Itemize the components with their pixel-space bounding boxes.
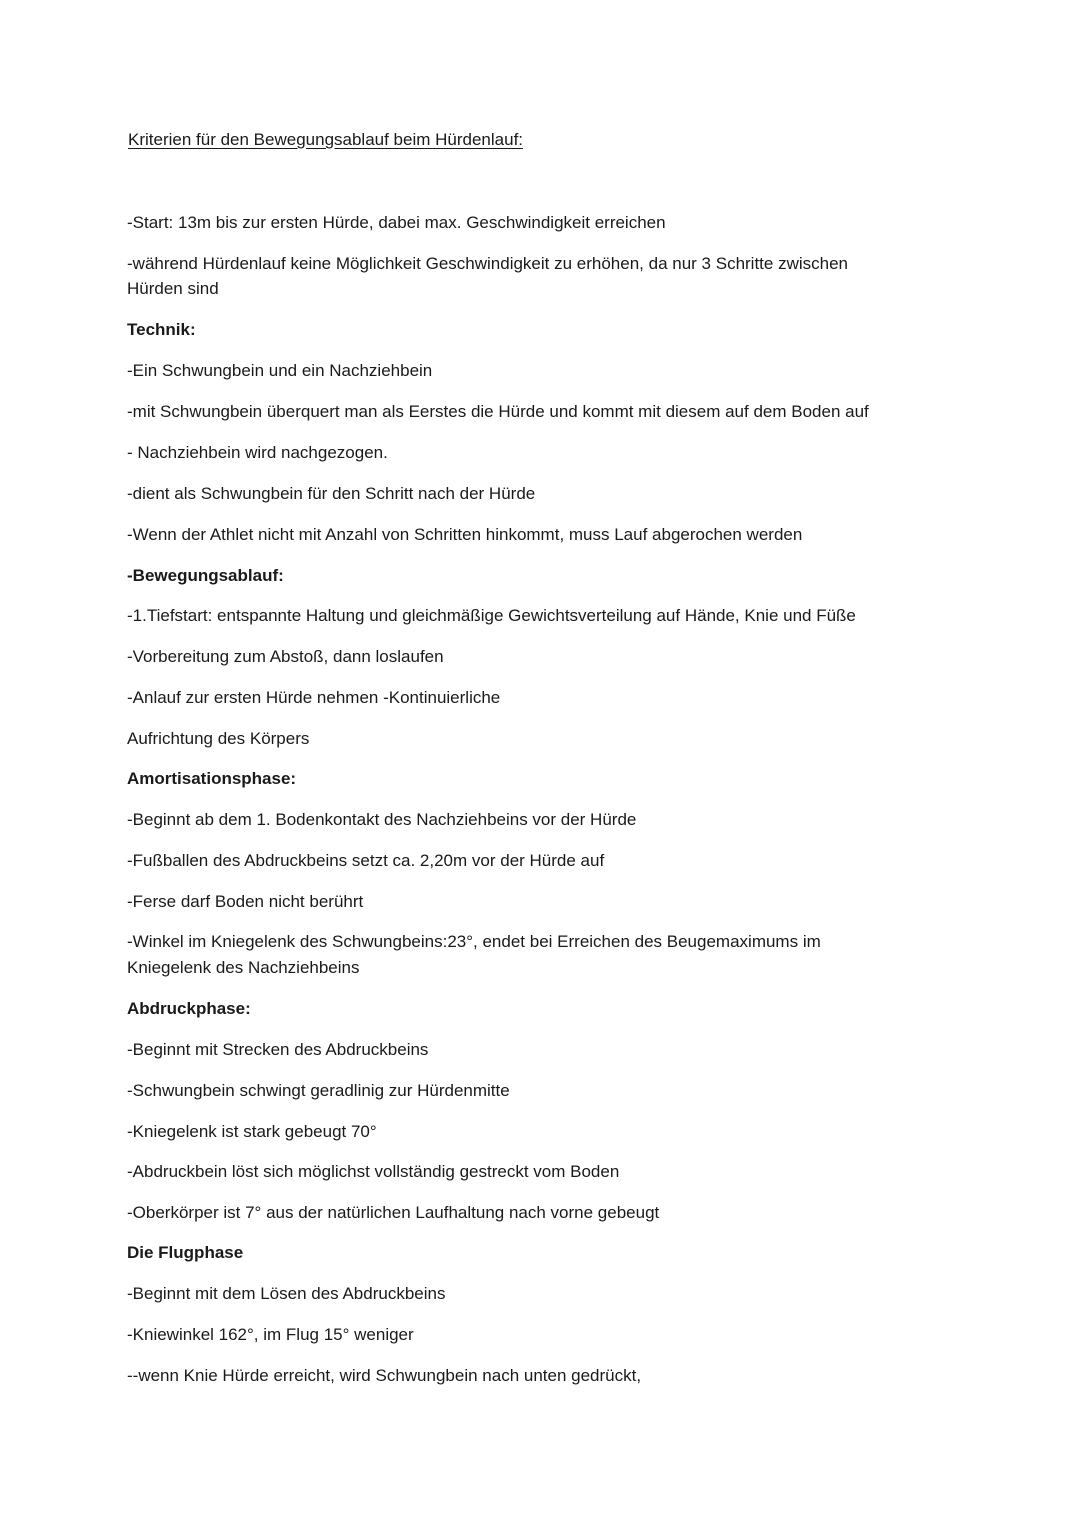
text-line: -Beginnt mit Strecken des Abdruckbeins xyxy=(127,1040,429,1059)
text-line: -Beginnt ab dem 1. Bodenkontakt des Nachziehbeins vor der Hürde xyxy=(127,810,637,829)
text-line: -Wenn der Athlet nicht mit Anzahl von Schritten hinkommt, muss Lauf abgerochen werden xyxy=(127,525,803,544)
text-line: -Ein Schwungbein und ein Nachziehbein xyxy=(127,361,433,380)
text-line: Aufrichtung des Körpers xyxy=(127,729,310,748)
text-line: -Beginnt mit dem Lösen des Abdruckbeins xyxy=(127,1284,446,1303)
section-heading: Abdruckphase: xyxy=(127,999,251,1018)
text-line: -Oberkörper ist 7° aus der natürlichen Laufhaltung nach vorne gebeugt xyxy=(127,1203,660,1222)
text-line: -Anlauf zur ersten Hürde nehmen -Kontinuierliche xyxy=(127,688,501,707)
section-heading: Die Flugphase xyxy=(127,1243,244,1262)
text-line: -Vorbereitung zum Abstoß, dann loslaufen xyxy=(127,647,444,666)
section-heading: Technik: xyxy=(127,320,196,339)
section-heading: -Bewegungsablauf: xyxy=(127,566,284,585)
text-line: -während Hürdenlauf keine Möglichkeit Geschwindigkeit zu erhöhen, da nur 3 Schritte zwischen xyxy=(127,254,848,273)
text-line: -mit Schwungbein überquert man als Eerstes die Hürde und kommt mit diesem auf dem Boden auf xyxy=(127,402,869,421)
text-line: -1.Tiefstart: entspannte Haltung und gleichmäßige Gewichtsverteilung auf Hände, Knie und Füße xyxy=(127,606,856,625)
text-line: - Nachziehbein wird nachgezogen. xyxy=(127,443,388,462)
text-line: -Ferse darf Boden nicht berührt xyxy=(127,892,364,911)
text-line: -Fußballen des Abdruckbeins setzt ca. 2,20m vor der Hürde auf xyxy=(127,851,605,870)
text-line: -Start: 13m bis zur ersten Hürde, dabei max. Geschwindigkeit erreichen xyxy=(127,213,666,232)
section-heading: Amortisationsphase: xyxy=(127,769,297,788)
text-line: -Abdruckbein löst sich möglichst vollständig gestreckt vom Boden xyxy=(127,1162,620,1181)
document-title: Kriterien für den Bewegungsablauf beim Hürdenlauf: xyxy=(128,130,524,149)
text-line: --wenn Knie Hürde erreicht, wird Schwungbein nach unten gedrückt, xyxy=(127,1366,642,1385)
text-line: Hürden sind xyxy=(127,279,219,298)
text-line: -Winkel im Kniegelenk des Schwungbeins:23°, endet bei Erreichen des Beugemaximums im xyxy=(127,932,821,951)
text-line: -Kniewinkel 162°, im Flug 15° weniger xyxy=(127,1325,414,1344)
text-line: -Kniegelenk ist stark gebeugt 70° xyxy=(127,1122,377,1141)
text-line: -dient als Schwungbein für den Schritt nach der Hürde xyxy=(127,484,536,503)
text-line: Kniegelenk des Nachziehbeins xyxy=(127,958,360,977)
text-line: -Schwungbein schwingt geradlinig zur Hürdenmitte xyxy=(127,1081,510,1100)
